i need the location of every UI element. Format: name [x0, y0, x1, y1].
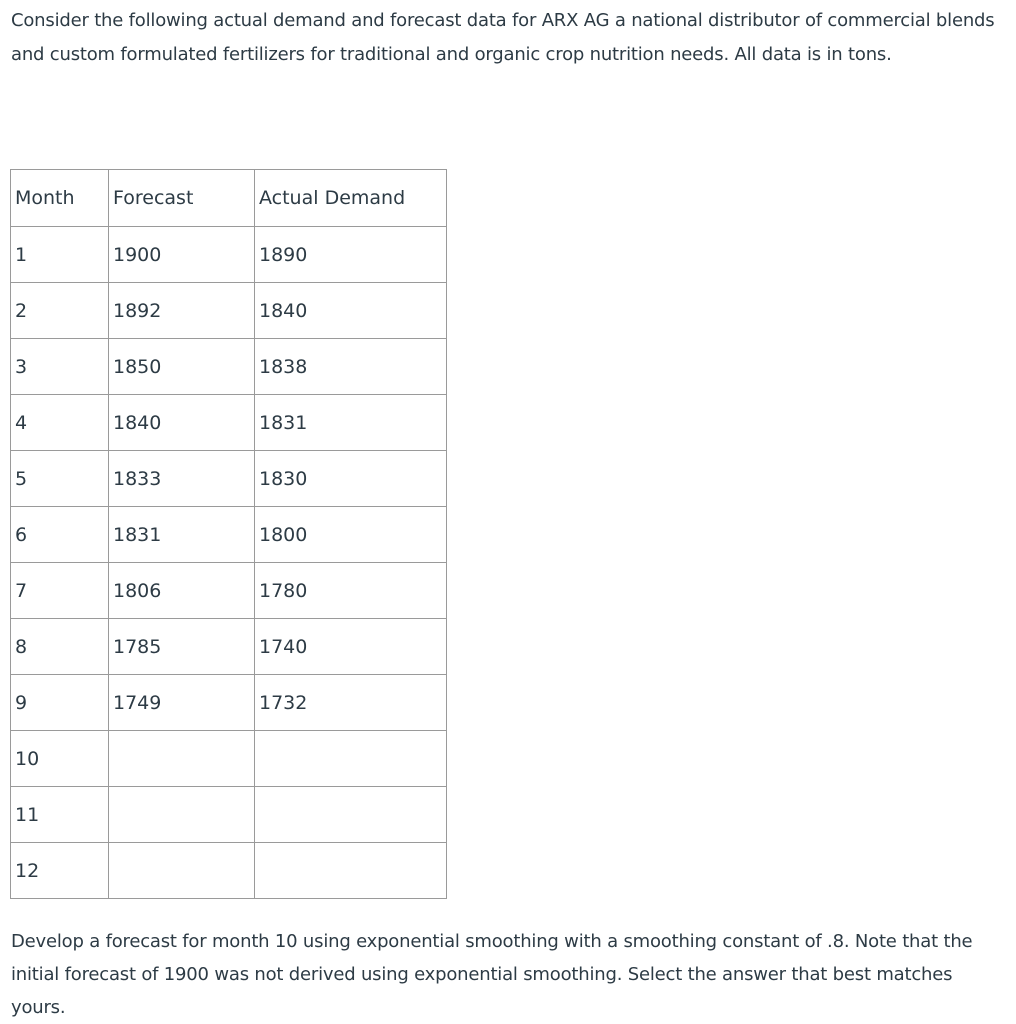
cell-actual-demand: 1732 [255, 675, 447, 731]
cell-month: 12 [11, 843, 109, 899]
cell-actual-demand: 1830 [255, 451, 447, 507]
cell-forecast [109, 787, 255, 843]
header-forecast: Forecast [109, 170, 255, 227]
cell-forecast: 1850 [109, 339, 255, 395]
table-row [11, 283, 447, 339]
cell-month: 8 [11, 619, 109, 675]
cell-forecast [109, 731, 255, 787]
table-row [11, 731, 447, 787]
cell-actual-demand: 1890 [255, 227, 447, 283]
table-row [11, 563, 447, 619]
table-row [11, 395, 447, 451]
demand-forecast-table [10, 169, 447, 899]
cell-forecast: 1749 [109, 675, 255, 731]
header-month: Month [11, 170, 109, 227]
cell-forecast: 1806 [109, 563, 255, 619]
table-body [11, 227, 447, 899]
cell-month: 4 [11, 395, 109, 451]
header-actual-demand: Actual Demand [255, 170, 447, 227]
cell-month: 5 [11, 451, 109, 507]
cell-actual-demand: 1800 [255, 507, 447, 563]
cell-actual-demand: 1831 [255, 395, 447, 451]
cell-month: 2 [11, 283, 109, 339]
cell-forecast: 1833 [109, 451, 255, 507]
table-row [11, 339, 447, 395]
cell-actual-demand [255, 731, 447, 787]
cell-forecast: 1840 [109, 395, 255, 451]
table-row [11, 619, 447, 675]
cell-actual-demand [255, 787, 447, 843]
table-header-row [11, 170, 447, 227]
table-row [11, 675, 447, 731]
cell-actual-demand: 1838 [255, 339, 447, 395]
table-row [11, 227, 447, 283]
table-row [11, 507, 447, 563]
cell-forecast: 1900 [109, 227, 255, 283]
cell-forecast: 1892 [109, 283, 255, 339]
cell-actual-demand: 1780 [255, 563, 447, 619]
intro-text: Consider the following actual demand and forecast data for ARX AG a national distributor of commercial blends and custom formulated fertilizers for traditional and organic crop nutrition needs. All data is in tons. [11, 10, 995, 65]
question-text: Develop a forecast for month 10 using exponential smoothing with a smoothing constant of .8. Note that the initial forecast of 1900 was not derived using exponential smoothing. Select the answer that best matches yours. [11, 931, 973, 1018]
cell-forecast: 1785 [109, 619, 255, 675]
cell-month: 10 [11, 731, 109, 787]
cell-month: 11 [11, 787, 109, 843]
table-row [11, 843, 447, 899]
cell-actual-demand: 1840 [255, 283, 447, 339]
cell-month: 9 [11, 675, 109, 731]
cell-month: 6 [11, 507, 109, 563]
cell-actual-demand [255, 843, 447, 899]
cell-month: 7 [11, 563, 109, 619]
table-row [11, 787, 447, 843]
cell-forecast [109, 843, 255, 899]
cell-month: 3 [11, 339, 109, 395]
table-row [11, 451, 447, 507]
cell-forecast: 1831 [109, 507, 255, 563]
cell-month: 1 [11, 227, 109, 283]
cell-actual-demand: 1740 [255, 619, 447, 675]
